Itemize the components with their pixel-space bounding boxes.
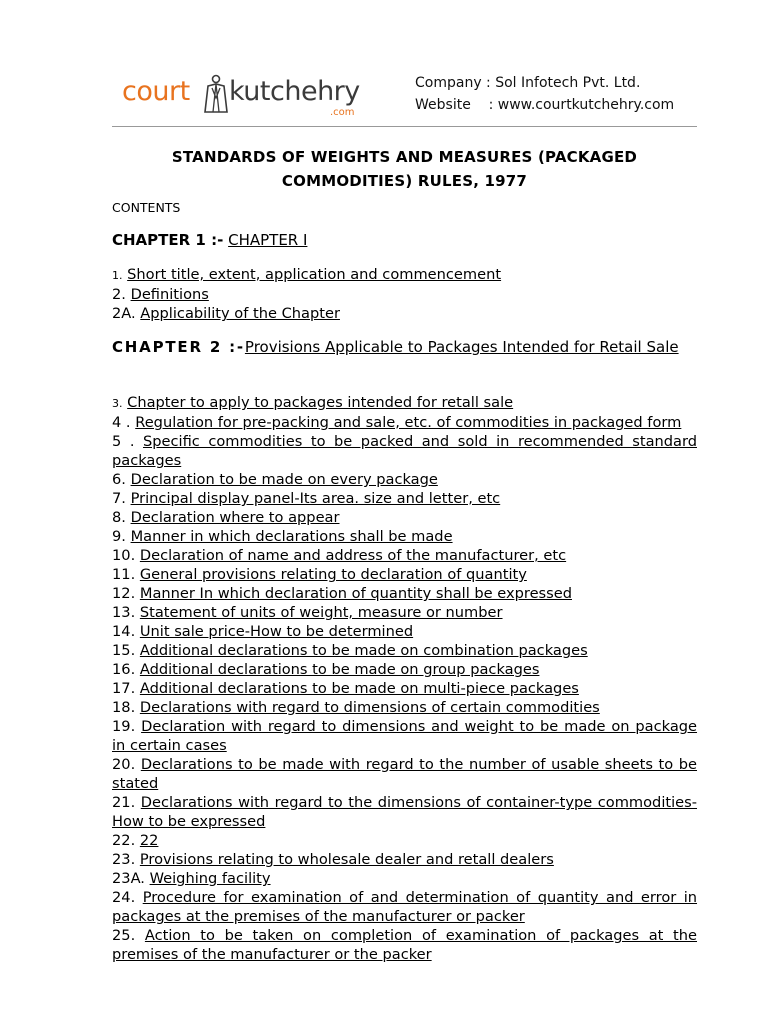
toc-item [112, 869, 697, 888]
toc-item [112, 584, 697, 603]
toc-item [112, 698, 697, 717]
toc-item-link[interactable]: Declarations with regard to the dimensions of container-type commodities-How to be expressed [112, 794, 698, 830]
toc-item [112, 831, 697, 850]
toc-item-link[interactable]: Additional declarations to be made on group packages [139, 661, 540, 678]
toc-item-number: 25. [112, 927, 136, 944]
toc-item-number: 15. [112, 642, 136, 659]
company-row: Company : Sol Infotech Pvt. Ltd. [415, 75, 641, 91]
advocate-figure-icon [200, 74, 232, 114]
toc-item-number: 23A. [112, 870, 145, 887]
toc-item-link[interactable]: Regulation for pre-packing and sale, etc. of commodities in packaged form [135, 414, 682, 431]
chapter-2-items [112, 393, 697, 964]
title-line-1: STANDARDS OF WEIGHTS AND MEASURES (PACKAGED [171, 148, 638, 166]
toc-item-number: 7. [112, 490, 126, 507]
toc-item [112, 926, 697, 964]
toc-item-number: 2A. [112, 305, 136, 323]
company-info [415, 72, 674, 116]
toc-item-link[interactable]: Declaration with regard to dimensions and weight to be made on package in certain cases [112, 718, 698, 754]
website-label: Website [415, 97, 471, 113]
contents-label: CONTENTS [112, 200, 181, 215]
toc-item [112, 527, 697, 546]
toc-item [112, 432, 697, 470]
header-divider [112, 126, 697, 127]
chapter-1-heading [112, 231, 307, 249]
toc-item [112, 470, 697, 489]
toc-item-number: 18. [112, 699, 136, 716]
toc-item-link[interactable]: Additional declarations to be made on combination packages [139, 642, 588, 659]
toc-item-number: 19. [112, 718, 136, 735]
toc-item-number: 23. [112, 851, 136, 868]
company-value: Sol Infotech Pvt. Ltd. [495, 75, 641, 91]
toc-item-number: 16. [112, 661, 136, 678]
toc-item-link[interactable]: Manner In which declaration of quantity shall be expressed [139, 585, 572, 602]
toc-item-number: 5 . [112, 433, 135, 450]
toc-item [112, 413, 697, 432]
toc-item-link[interactable]: Provisions relating to wholesale dealer and retall dealers [139, 851, 554, 868]
toc-item [112, 603, 697, 622]
toc-item-number: 8. [112, 509, 126, 526]
toc-item-link[interactable]: Declaration where to appear [130, 509, 340, 526]
toc-item-link[interactable]: Applicability of the Chapter [140, 305, 340, 323]
chapter-1-items [112, 265, 697, 324]
toc-item-link[interactable]: Definitions [130, 286, 209, 304]
toc-item-number: 3. [112, 397, 123, 410]
title-line-2: COMMODITIES) RULES, 1977 [281, 172, 528, 190]
toc-item-link[interactable]: Declarations to be made with regard to the number of usable sheets to be stated [112, 756, 698, 792]
toc-item-link[interactable]: Declarations with regard to dimensions of certain commodities [139, 699, 600, 716]
toc-item-number: 12. [112, 585, 136, 602]
toc-item [112, 393, 697, 413]
logo-text-dotcom: .com [330, 107, 355, 118]
website-row: Website : www.courtkutchehry.com [415, 97, 675, 113]
toc-item-number: 4 . [112, 414, 131, 431]
toc-item [112, 641, 697, 660]
toc-item-link[interactable]: Weighing facility [149, 870, 271, 887]
toc-item [112, 717, 697, 755]
website-value: www.courtkutchehry.com [497, 97, 675, 113]
chapter-2-link[interactable]: Provisions Applicable to Packages Intended for Retail Sale [244, 338, 679, 356]
toc-item [112, 679, 697, 698]
toc-item-number: 17. [112, 680, 136, 697]
toc-item-number: 13. [112, 604, 136, 621]
chapter-2-heading [112, 336, 697, 358]
toc-item [112, 888, 697, 926]
toc-item-link[interactable]: Unit sale price-How to be determined [139, 623, 414, 640]
toc-item-link[interactable]: Principal display panel-Its area. size and letter, etc [130, 490, 501, 507]
toc-item [112, 660, 697, 679]
toc-item-number: 2. [112, 286, 126, 304]
chapter-2-prefix: CHAPTER 2 :- [112, 338, 245, 356]
toc-item-link[interactable]: Action to be taken on completion of examination of packages at the premises of the manufacturer or the packer [112, 927, 698, 963]
toc-item [112, 565, 697, 584]
toc-item [112, 793, 697, 831]
toc-item-link[interactable]: General provisions relating to declaration of quantity [139, 566, 527, 583]
chapter-1-prefix: CHAPTER 1 :- [112, 231, 224, 249]
toc-item [112, 304, 697, 323]
toc-item-link[interactable]: Statement of units of weight, measure or number [139, 604, 503, 621]
logo-text-court: court [122, 76, 190, 107]
toc-item-number: 24. [112, 889, 136, 906]
toc-item [112, 850, 697, 869]
toc-item [112, 546, 697, 565]
toc-item-number: 9. [112, 528, 126, 545]
toc-item-link[interactable]: Short title, extent, application and commencement [127, 266, 502, 283]
toc-item-link[interactable]: Manner in which declarations shall be made [130, 528, 453, 545]
toc-item-number: 1. [112, 269, 123, 282]
toc-item-link[interactable]: Additional declarations to be made on multi-piece packages [139, 680, 579, 697]
toc-item [112, 285, 697, 304]
toc-item-link[interactable]: Declaration of name and address of the manufacturer, etc [139, 547, 567, 564]
logo-text-kutchehry: kutchehry [229, 76, 360, 107]
toc-item-number: 10. [112, 547, 136, 564]
toc-item [112, 622, 697, 641]
toc-item [112, 508, 697, 527]
toc-item-number: 14. [112, 623, 136, 640]
company-label: Company [415, 75, 482, 91]
toc-item-number: 21. [112, 794, 136, 811]
toc-item-link[interactable]: Chapter to apply to packages intended for retall sale [127, 394, 514, 411]
chapter-1-link[interactable]: CHAPTER I [228, 231, 308, 249]
toc-item-link[interactable]: Procedure for examination of and determination of quantity and error in packages at the premises of the manufacturer or packer [112, 889, 698, 925]
toc-item [112, 755, 697, 793]
toc-item-number: 22. [112, 832, 136, 849]
toc-item [112, 265, 697, 285]
toc-item-link[interactable]: Declaration to be made on every package [130, 471, 438, 488]
toc-item [112, 489, 697, 508]
toc-item-number: 6. [112, 471, 126, 488]
toc-item-number: 11. [112, 566, 136, 583]
document-title [112, 145, 697, 193]
toc-item-link[interactable]: 22 [139, 832, 159, 849]
toc-item-number: 20. [112, 756, 136, 773]
toc-item-link[interactable]: Specific commodities to be packed and sold in recommended standard packages [112, 433, 697, 469]
